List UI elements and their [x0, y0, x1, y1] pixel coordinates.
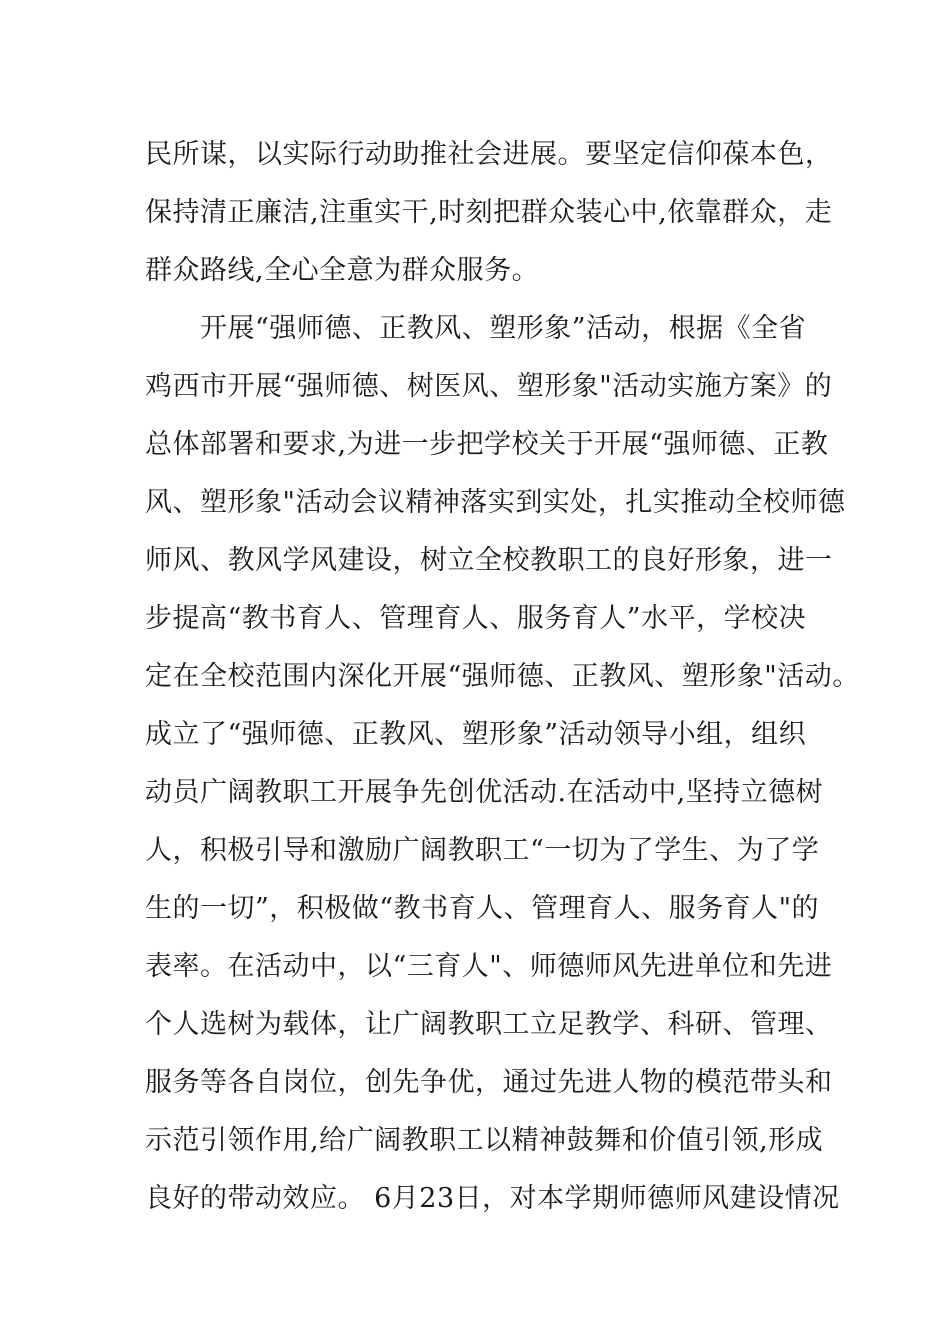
text-line: 个人选树为载体，让广阔教职工立足教学、科研、管理、: [145, 1009, 833, 1040]
text-line: 良好的带动效应。 6月23日，对本学期师德师风建设情况: [145, 1183, 840, 1214]
text-line: 师风、教风学风建设，树立全校教职工的良好形象，进一: [145, 545, 833, 576]
text-line: 民所谋，以实际行动助推社会进展。要坚定信仰葆本色，: [145, 139, 833, 170]
text-line: 鸡西市开展“强师德、树医风、塑形象"活动实施方案》的: [145, 371, 833, 402]
text-line: 表率。在活动中，以“三育人"、师德师风先进单位和先进: [145, 951, 833, 982]
text-line: 群众路线,全心全意为群众服务。: [145, 255, 540, 286]
text-line: 动员广阔教职工开展争先创优活动.在活动中,坚持立德树: [145, 777, 824, 808]
text-line: 步提高“教书育人、管理育人、服务育人”水平，学校决: [145, 603, 807, 634]
text-line: 保持清正廉洁,注重实干,时刻把群众装心中,依靠群众，走: [145, 197, 833, 228]
body-text: [145, 126, 860, 1228]
text-line: 风、塑形象"活动会议精神落实到实处，扎实推动全校师德: [145, 487, 846, 518]
text-line: 开展“强师德、正教风、塑形象”活动，根据《全省: [145, 313, 807, 344]
text-line: 服务等各自岗位，创先争优，通过先进人物的模范带头和: [145, 1067, 833, 1098]
text-line: 成立了“强师德、正教风、塑形象”活动领导小组，组织: [145, 719, 807, 750]
text-line: 定在全校范围内深化开展“强师德、正教风、塑形象"活动。: [145, 661, 860, 692]
text-line: 生的一切”，积极做“教书育人、管理育人、服务育人"的: [145, 893, 820, 924]
text-line: 总体部署和要求,为进一步把学校关于开展“强师德、正教: [145, 429, 829, 460]
text-line: 人，积极引导和激励广阔教职工“一切为了学生、为了学: [145, 835, 820, 866]
text-line: 示范引领作用,给广阔教职工以精神鼓舞和价值引领,形成: [145, 1125, 824, 1156]
